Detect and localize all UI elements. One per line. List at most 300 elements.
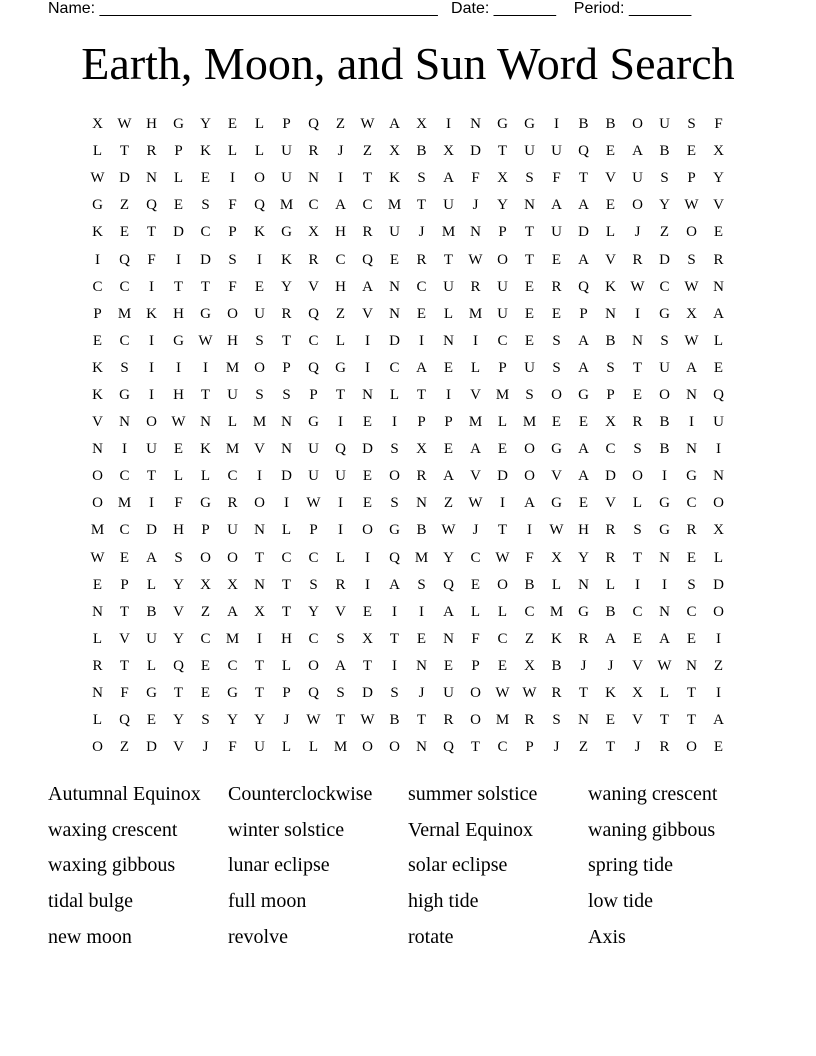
grid-cell: G bbox=[659, 495, 670, 512]
grid-cell: B bbox=[389, 712, 400, 729]
grid-cell: D bbox=[389, 332, 400, 349]
grid-cell: W bbox=[468, 495, 483, 512]
grid-row bbox=[84, 138, 732, 165]
grid-cell: O bbox=[254, 495, 265, 512]
grid-cell: J bbox=[472, 522, 479, 539]
grid-cell: L bbox=[227, 414, 238, 431]
grid-cell: T bbox=[335, 712, 346, 729]
grid-cell: E bbox=[119, 224, 130, 241]
grid-cell: X bbox=[92, 116, 103, 133]
grid-cell: S bbox=[633, 522, 642, 539]
grid-cell: N bbox=[605, 305, 616, 322]
grid-cell: A bbox=[605, 630, 616, 647]
grid-cell: D bbox=[146, 739, 157, 756]
grid-cell: U bbox=[443, 685, 454, 702]
grid-cell: U bbox=[308, 468, 319, 485]
grid-cell: T bbox=[200, 386, 211, 403]
grid-cell: J bbox=[283, 712, 290, 729]
grid-cell: N bbox=[659, 549, 670, 566]
grid-cell: I bbox=[149, 386, 154, 403]
grid-cell: M bbox=[225, 359, 240, 376]
grid-cell: D bbox=[362, 685, 373, 702]
grid-cell: T bbox=[497, 522, 508, 539]
grid-cell: U bbox=[524, 143, 535, 160]
grid-cell: W bbox=[117, 116, 132, 133]
grid-cell: E bbox=[713, 359, 724, 376]
grid-cell: G bbox=[173, 332, 184, 349]
grid-cell: N bbox=[281, 441, 292, 458]
grid-cell: E bbox=[443, 359, 454, 376]
grid-cell: T bbox=[578, 170, 589, 187]
grid-cell: N bbox=[281, 414, 292, 431]
grid-cell: V bbox=[605, 495, 616, 512]
grid-cell: O bbox=[497, 251, 508, 268]
grid-cell: A bbox=[551, 197, 562, 214]
grid-cell: N bbox=[389, 305, 400, 322]
grid-cell: W bbox=[468, 251, 483, 268]
grid-cell: I bbox=[392, 657, 397, 674]
grid-cell: E bbox=[200, 685, 211, 702]
grid-cell: I bbox=[500, 495, 505, 512]
grid-cell: A bbox=[335, 657, 346, 674]
word-list-item: Axis bbox=[588, 925, 626, 948]
grid-cell: W bbox=[549, 522, 564, 539]
grid-cell: N bbox=[416, 657, 427, 674]
grid-cell: W bbox=[198, 332, 213, 349]
grid-cell: N bbox=[308, 170, 319, 187]
grid-cell: C bbox=[416, 278, 427, 295]
grid-cell: U bbox=[227, 386, 238, 403]
grid-cell: P bbox=[579, 305, 588, 322]
grid-cell: N bbox=[713, 278, 724, 295]
grid-cell: B bbox=[578, 116, 589, 133]
grid-cell: E bbox=[524, 332, 535, 349]
grid-cell: L bbox=[551, 576, 562, 593]
grid-cell: U bbox=[146, 630, 157, 647]
grid-cell: W bbox=[495, 549, 510, 566]
grid-cell: I bbox=[527, 522, 532, 539]
grid-cell: C bbox=[281, 549, 292, 566]
grid-cell: X bbox=[497, 170, 508, 187]
grid-cell: P bbox=[309, 386, 318, 403]
grid-cell: Y bbox=[173, 576, 184, 593]
grid-cell: C bbox=[200, 630, 211, 647]
grid-row bbox=[84, 463, 732, 490]
grid-cell: N bbox=[686, 657, 697, 674]
grid-cell: E bbox=[443, 657, 454, 674]
grid-cell: Z bbox=[362, 143, 373, 160]
grid-cell: B bbox=[659, 441, 670, 458]
grid-cell: R bbox=[308, 143, 319, 160]
grid-cell: C bbox=[119, 332, 130, 349]
grid-cell: E bbox=[92, 332, 103, 349]
grid-cell: C bbox=[335, 251, 346, 268]
grid-cell: N bbox=[416, 495, 427, 512]
grid-cell: V bbox=[173, 603, 184, 620]
grid-cell: W bbox=[684, 278, 699, 295]
grid-cell: Z bbox=[524, 630, 535, 647]
grid-cell: G bbox=[200, 495, 211, 512]
grid-cell: G bbox=[335, 359, 346, 376]
grid-cell: L bbox=[146, 657, 157, 674]
grid-cell: L bbox=[254, 116, 265, 133]
grid-cell: D bbox=[200, 251, 211, 268]
grid-cell: F bbox=[552, 170, 561, 187]
grid-cell: R bbox=[632, 414, 643, 431]
grid-cell: X bbox=[308, 224, 319, 241]
grid-cell: I bbox=[662, 468, 667, 485]
grid-cell: N bbox=[632, 332, 643, 349]
grid-cell: G bbox=[227, 685, 238, 702]
grid-cell: I bbox=[419, 332, 424, 349]
grid-cell: G bbox=[200, 305, 211, 322]
grid-cell: W bbox=[522, 685, 537, 702]
grid-cell: G bbox=[659, 305, 670, 322]
grid-cell: Q bbox=[578, 143, 589, 160]
grid-cell: E bbox=[470, 576, 481, 593]
grid-cell: H bbox=[281, 630, 292, 647]
grid-cell: U bbox=[308, 441, 319, 458]
grid-cell: L bbox=[281, 657, 292, 674]
grid-cell: O bbox=[470, 712, 481, 729]
grid-cell: P bbox=[282, 116, 291, 133]
grid-cell: Q bbox=[254, 197, 265, 214]
grid-cell: A bbox=[335, 197, 346, 214]
grid-cell: R bbox=[146, 143, 157, 160]
grid-cell: C bbox=[227, 468, 238, 485]
grid-cell: K bbox=[92, 386, 103, 403]
grid-cell: V bbox=[470, 386, 481, 403]
grid-cell: P bbox=[201, 522, 210, 539]
grid-cell: P bbox=[525, 739, 534, 756]
grid-row bbox=[84, 490, 732, 517]
grid-cell: T bbox=[281, 603, 292, 620]
grid-cell: T bbox=[524, 251, 535, 268]
grid-cell: C bbox=[497, 332, 508, 349]
grid-cell: O bbox=[551, 386, 562, 403]
grid-cell: Z bbox=[659, 224, 670, 241]
grid-cell: A bbox=[389, 116, 400, 133]
grid-cell: T bbox=[497, 143, 508, 160]
grid-cell: O bbox=[524, 441, 535, 458]
grid-cell: C bbox=[308, 630, 319, 647]
grid-cell: I bbox=[149, 359, 154, 376]
grid-cell: S bbox=[120, 359, 129, 376]
grid-cell: T bbox=[659, 712, 670, 729]
word-list-item: rotate bbox=[408, 925, 454, 948]
grid-cell: T bbox=[119, 657, 130, 674]
grid-cell: Y bbox=[578, 549, 589, 566]
grid-cell: N bbox=[92, 603, 103, 620]
grid-cell: P bbox=[606, 386, 615, 403]
grid-cell: S bbox=[687, 116, 696, 133]
word-list-item: waxing crescent bbox=[48, 818, 178, 841]
grid-cell: S bbox=[309, 576, 318, 593]
grid-cell: E bbox=[713, 224, 724, 241]
grid-cell: I bbox=[149, 495, 154, 512]
grid-cell: I bbox=[257, 468, 262, 485]
grid-cell: I bbox=[446, 116, 451, 133]
grid-cell: E bbox=[443, 441, 454, 458]
grid-cell: C bbox=[632, 603, 643, 620]
grid-cell: K bbox=[200, 143, 211, 160]
grid-cell: A bbox=[578, 441, 589, 458]
grid-cell: C bbox=[497, 630, 508, 647]
grid-cell: Q bbox=[146, 197, 157, 214]
grid-cell: E bbox=[686, 630, 697, 647]
word-list-item: Vernal Equinox bbox=[408, 818, 533, 841]
grid-cell: T bbox=[173, 278, 184, 295]
grid-cell: W bbox=[306, 712, 321, 729]
grid-cell: I bbox=[338, 170, 343, 187]
grid-cell: J bbox=[634, 739, 641, 756]
grid-cell: Q bbox=[362, 251, 373, 268]
grid-cell: Q bbox=[119, 251, 130, 268]
grid-cell: H bbox=[173, 522, 184, 539]
grid-cell: H bbox=[173, 386, 184, 403]
grid-cell: E bbox=[497, 441, 508, 458]
grid-cell: C bbox=[119, 522, 130, 539]
grid-cell: M bbox=[495, 712, 510, 729]
grid-cell: E bbox=[551, 305, 562, 322]
grid-cell: A bbox=[578, 332, 589, 349]
page-title: Earth, Moon, and Sun Word Search bbox=[81, 38, 735, 89]
grid-cell: R bbox=[362, 224, 373, 241]
word-list-item: revolve bbox=[228, 925, 288, 948]
grid-cell: T bbox=[416, 197, 427, 214]
grid-cell: L bbox=[200, 468, 211, 485]
grid-cell: O bbox=[227, 549, 238, 566]
grid-cell: Z bbox=[335, 116, 346, 133]
grid-cell: K bbox=[605, 685, 616, 702]
grid-cell: S bbox=[390, 685, 399, 702]
grid-cell: N bbox=[443, 630, 454, 647]
grid-cell: S bbox=[552, 712, 561, 729]
grid-cell: E bbox=[362, 414, 373, 431]
grid-cell: T bbox=[362, 170, 373, 187]
grid-cell: T bbox=[254, 685, 265, 702]
grid-cell: I bbox=[338, 414, 343, 431]
grid-cell: N bbox=[686, 386, 697, 403]
grid-cell: E bbox=[173, 197, 184, 214]
word-list-item: Counterclockwise bbox=[228, 783, 373, 805]
grid-cell: U bbox=[146, 441, 157, 458]
grid-cell: C bbox=[659, 278, 670, 295]
grid-cell: M bbox=[90, 522, 105, 539]
grid-cell: N bbox=[659, 603, 670, 620]
grid-cell: Q bbox=[308, 116, 319, 133]
grid-cell: U bbox=[281, 170, 292, 187]
grid-cell: R bbox=[713, 251, 724, 268]
grid-cell: L bbox=[470, 359, 481, 376]
grid-cell: I bbox=[554, 116, 559, 133]
grid-cell: O bbox=[308, 657, 319, 674]
letter-grid bbox=[84, 111, 732, 761]
grid-cell: T bbox=[632, 549, 643, 566]
grid-cell: U bbox=[659, 359, 670, 376]
grid-cell: B bbox=[416, 522, 427, 539]
grid-cell: U bbox=[524, 359, 535, 376]
grid-cell: U bbox=[227, 522, 238, 539]
grid-cell: O bbox=[389, 739, 400, 756]
grid-cell: E bbox=[578, 495, 589, 512]
grid-cell: N bbox=[200, 414, 211, 431]
grid-cell: M bbox=[495, 386, 510, 403]
grid-cell: R bbox=[578, 630, 589, 647]
grid-cell: M bbox=[522, 414, 537, 431]
grid-cell: S bbox=[687, 251, 696, 268]
grid-cell: A bbox=[227, 603, 238, 620]
grid-cell: A bbox=[713, 712, 724, 729]
grid-cell: T bbox=[146, 224, 157, 241]
grid-cell: T bbox=[254, 657, 265, 674]
grid-cell: O bbox=[362, 739, 373, 756]
grid-cell: I bbox=[365, 332, 370, 349]
grid-cell: A bbox=[416, 359, 427, 376]
grid-cell: U bbox=[632, 170, 643, 187]
grid-row bbox=[84, 707, 732, 734]
grid-row bbox=[84, 545, 732, 572]
grid-cell: E bbox=[362, 603, 373, 620]
grid-cell: O bbox=[713, 495, 724, 512]
grid-cell: A bbox=[578, 468, 589, 485]
grid-cell: W bbox=[360, 712, 375, 729]
grid-cell: F bbox=[714, 116, 723, 133]
grid-cell: E bbox=[551, 251, 562, 268]
grid-cell: I bbox=[365, 576, 370, 593]
grid-cell: N bbox=[254, 522, 265, 539]
grid-cell: L bbox=[713, 549, 724, 566]
grid-cell: R bbox=[227, 495, 238, 512]
grid-cell: S bbox=[255, 332, 264, 349]
grid-cell: G bbox=[551, 495, 562, 512]
grid-cell: U bbox=[335, 468, 346, 485]
grid-cell: E bbox=[416, 305, 427, 322]
grid-cell: S bbox=[336, 685, 345, 702]
grid-row bbox=[84, 165, 732, 192]
grid-cell: S bbox=[228, 251, 237, 268]
grid-cell: V bbox=[605, 251, 616, 268]
grid-cell: X bbox=[362, 630, 373, 647]
grid-cell: T bbox=[254, 549, 265, 566]
grid-cell: W bbox=[441, 522, 456, 539]
grid-cell: E bbox=[686, 549, 697, 566]
grid-cell: U bbox=[551, 224, 562, 241]
name-date-period-line: Name: ______________________________________ Date: _______ Period: _______ bbox=[48, 0, 692, 17]
grid-cell: V bbox=[92, 414, 103, 431]
grid-cell: O bbox=[524, 468, 535, 485]
grid-cell: F bbox=[228, 739, 237, 756]
grid-cell: F bbox=[174, 495, 183, 512]
grid-cell: H bbox=[335, 224, 346, 241]
grid-cell: T bbox=[443, 251, 454, 268]
grid-cell: H bbox=[146, 116, 157, 133]
grid-cell: S bbox=[660, 170, 669, 187]
grid-cell: E bbox=[200, 657, 211, 674]
grid-cell: V bbox=[173, 739, 184, 756]
grid-cell: D bbox=[146, 522, 157, 539]
grid-cell: S bbox=[336, 630, 345, 647]
grid-cell: Y bbox=[308, 603, 319, 620]
grid-cell: E bbox=[146, 712, 157, 729]
grid-cell: R bbox=[416, 468, 427, 485]
grid-cell: Z bbox=[443, 495, 454, 512]
grid-cell: Y bbox=[497, 197, 508, 214]
grid-cell: I bbox=[230, 170, 235, 187]
grid-cell: N bbox=[443, 332, 454, 349]
grid-cell: V bbox=[119, 630, 130, 647]
grid-cell: U bbox=[551, 143, 562, 160]
grid-cell: T bbox=[524, 224, 535, 241]
grid-cell: B bbox=[605, 603, 616, 620]
grid-cell: C bbox=[686, 603, 697, 620]
grid-cell: N bbox=[470, 224, 481, 241]
grid-cell: U bbox=[443, 197, 454, 214]
grid-cell: L bbox=[92, 143, 103, 160]
grid-cell: D bbox=[578, 224, 589, 241]
word-list-item: Autumnal Equinox bbox=[48, 783, 201, 805]
grid-cell: S bbox=[417, 576, 426, 593]
grid-cell: T bbox=[362, 657, 373, 674]
grid-cell: N bbox=[524, 197, 535, 214]
word-list-item: full moon bbox=[228, 890, 307, 913]
grid-row bbox=[84, 301, 732, 328]
grid-cell: Q bbox=[713, 386, 724, 403]
grid-cell: V bbox=[632, 712, 643, 729]
grid-cell: T bbox=[119, 143, 130, 160]
grid-cell: P bbox=[174, 143, 183, 160]
grid-cell: P bbox=[417, 414, 426, 431]
grid-cell: X bbox=[389, 143, 400, 160]
grid-cell: I bbox=[257, 630, 262, 647]
grid-cell: X bbox=[713, 522, 724, 539]
grid-cell: Q bbox=[335, 441, 346, 458]
grid-cell: N bbox=[254, 576, 265, 593]
word-list bbox=[48, 778, 768, 956]
grid-cell: K bbox=[200, 441, 211, 458]
grid-cell: H bbox=[173, 305, 184, 322]
grid-cell: A bbox=[443, 170, 454, 187]
grid-cell: X bbox=[227, 576, 238, 593]
grid-cell: Q bbox=[119, 712, 130, 729]
grid-cell: J bbox=[337, 143, 344, 160]
word-list-item: summer solstice bbox=[408, 783, 538, 805]
grid-cell: W bbox=[657, 657, 672, 674]
grid-cell: A bbox=[578, 197, 589, 214]
grid-cell: B bbox=[659, 143, 670, 160]
grid-cell: T bbox=[389, 630, 400, 647]
grid-cell: O bbox=[686, 224, 697, 241]
grid-row bbox=[84, 274, 732, 301]
grid-cell: Y bbox=[173, 712, 184, 729]
grid-cell: Y bbox=[659, 197, 670, 214]
grid-cell: W bbox=[630, 278, 645, 295]
grid-cell: N bbox=[92, 685, 103, 702]
grid-cell: M bbox=[414, 549, 429, 566]
grid-cell: L bbox=[632, 495, 643, 512]
grid-cell: K bbox=[146, 305, 157, 322]
grid-cell: T bbox=[200, 278, 211, 295]
grid-cell: O bbox=[632, 116, 643, 133]
grid-cell: T bbox=[281, 332, 292, 349]
grid-cell: T bbox=[281, 576, 292, 593]
grid-cell: G bbox=[686, 468, 697, 485]
grid-cell: L bbox=[254, 143, 265, 160]
word-list-item: new moon bbox=[48, 925, 132, 948]
grid-cell: I bbox=[716, 630, 721, 647]
grid-cell: G bbox=[578, 386, 589, 403]
grid-cell: L bbox=[659, 685, 670, 702]
